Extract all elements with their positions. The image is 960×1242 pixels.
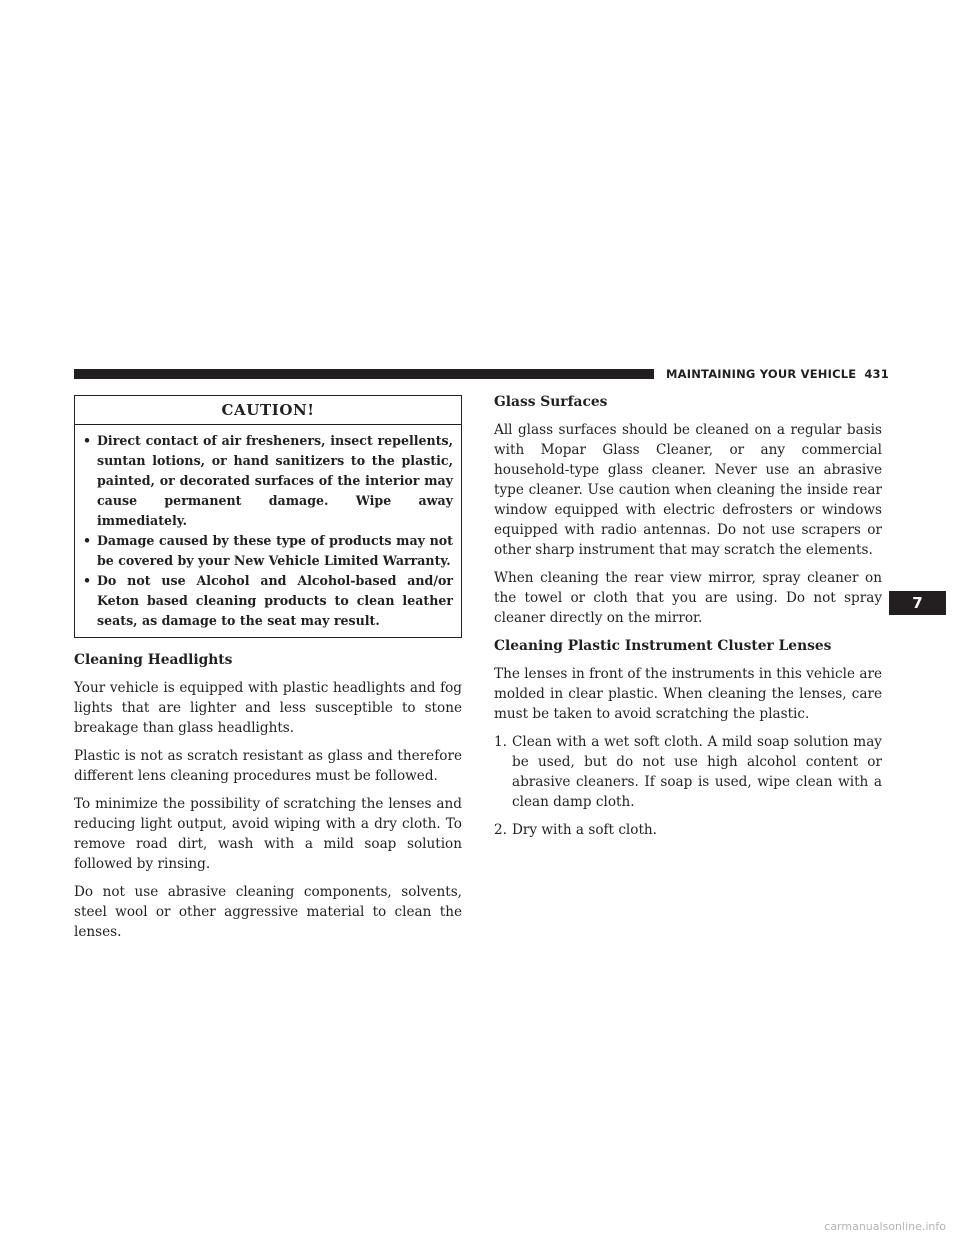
header-rule <box>74 369 654 379</box>
headlights-paragraph: Plastic is not as scratch resistant as glass and therefore different lens cleaning procedures must be followed. <box>74 748 462 784</box>
caution-list <box>75 425 461 637</box>
caution-item <box>83 431 453 531</box>
bullet-icon: • <box>83 533 92 548</box>
caution-item-text: Direct contact of air fresheners, insect repellents, suntan lotions, or hand sanitizers to the plastic, painted, or decorated surfaces of the interior may cause permanent damage. Wipe away immediately. <box>97 433 453 528</box>
step-text: Dry with a soft cloth. <box>512 822 658 838</box>
section-title: MAINTAINING YOUR VEHICLE <box>666 367 857 381</box>
page-number: 431 <box>864 367 889 381</box>
step-item <box>494 732 882 812</box>
chapter-tab: 7 <box>889 591 946 615</box>
step-number: 1. <box>494 734 507 750</box>
left-column <box>74 395 462 950</box>
cluster-paragraph: The lenses in front of the instruments in this vehicle are molded in clear plastic. When cleaning the lenses, care must be taken to avoid scratching the plastic. <box>494 666 882 722</box>
caution-title: CAUTION! <box>75 396 461 425</box>
headlights-paragraph: To minimize the possibility of scratching the lenses and reducing light output, avoid wiping with a dry cloth. To remove road dirt, wash with a mild soap solution followed by rinsing. <box>74 796 462 872</box>
headlights-paragraph: Do not use abrasive cleaning components, solvents, steel wool or other aggressive material to clean the lenses. <box>74 884 462 940</box>
glass-heading: Glass Surfaces <box>494 394 608 410</box>
caution-item <box>83 531 453 571</box>
bullet-icon: • <box>83 573 92 588</box>
bullet-icon: • <box>83 433 92 448</box>
watermark: carmanualsonline.info <box>824 1220 946 1233</box>
step-item <box>494 820 882 840</box>
step-number: 2. <box>494 822 507 838</box>
caution-item-text: Damage caused by these type of products may not be covered by your New Vehicle Limited Warranty. <box>97 533 453 568</box>
caution-item <box>83 571 453 631</box>
running-header <box>666 367 889 381</box>
caution-item-text: Do not use Alcohol and Alcohol-based and/or Keton based cleaning products to clean leather seats, as damage to the seat may result. <box>97 573 453 628</box>
caution-box <box>74 395 462 638</box>
cluster-steps <box>494 732 882 840</box>
headlights-paragraph: Your vehicle is equipped with plastic headlights and fog lights that are lighter and less susceptible to stone breakage than glass headlights. <box>74 680 462 736</box>
headlights-heading: Cleaning Headlights <box>74 652 233 668</box>
right-column <box>494 392 882 848</box>
glass-paragraph: When cleaning the rear view mirror, spray cleaner on the towel or cloth that you are using. Do not spray cleaner directly on the mirror. <box>494 570 882 626</box>
glass-paragraph: All glass surfaces should be cleaned on a regular basis with Mopar Glass Cleaner, or any commercial household-type glass cleaner. Never use an abrasive type cleaner. Use caution when cleaning the inside rear window equipped with electric defrosters or windows equipped with radio antennas. Do not use scrapers or other sharp instrument that may scratch the elements. <box>494 422 882 558</box>
step-text: Clean with a wet soft cloth. A mild soap solution may be used, but do not use high alcohol content or abrasive cleaners. If soap is used, wipe clean with a clean damp cloth. <box>512 734 882 810</box>
cluster-heading: Cleaning Plastic Instrument Cluster Lenses <box>494 638 832 654</box>
